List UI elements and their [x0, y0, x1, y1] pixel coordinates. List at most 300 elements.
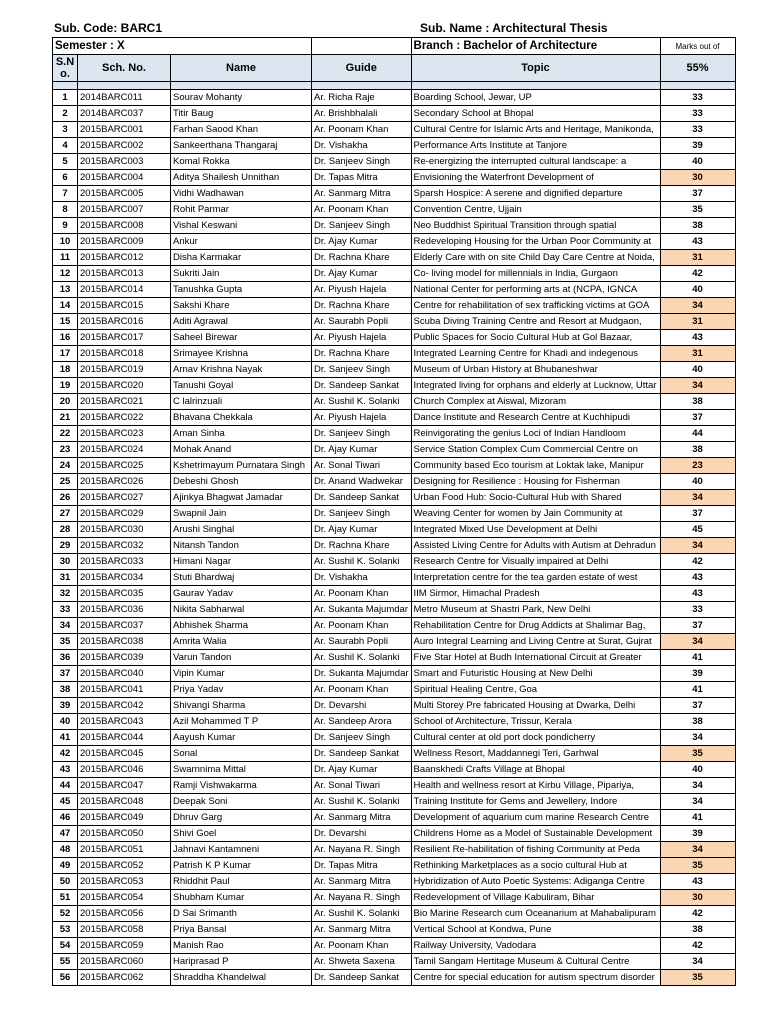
row-name: Amrita Walia: [171, 634, 312, 650]
table-row: [53, 170, 736, 186]
row-topic: Cultural center at old port dock pondicherry: [411, 730, 660, 746]
row-marks: 43: [660, 234, 735, 250]
row-marks: 34: [660, 298, 735, 314]
table-row: [53, 506, 736, 522]
row-sn: 56: [53, 970, 78, 986]
row-guide: Dr. Sanjeev Singh: [312, 154, 412, 170]
row-sn: 47: [53, 826, 78, 842]
row-name: Saheel Birewar: [171, 330, 312, 346]
row-sch-no: 2015BARC002: [78, 138, 171, 154]
row-guide: Ar. Sanmarg Mitra: [312, 810, 412, 826]
row-marks: 23: [660, 458, 735, 474]
row-sch-no: 2015BARC054: [78, 890, 171, 906]
row-guide: Dr. Tapas Mitra: [312, 170, 412, 186]
row-name: Dhruv Garg: [171, 810, 312, 826]
row-sch-no: 2015BARC009: [78, 234, 171, 250]
row-topic: Bio Marine Research cum Oceanarium at Mahabalipuram: [411, 906, 660, 922]
row-name: Aditi Agrawal: [171, 314, 312, 330]
row-topic: Neo Buddhist Spiritual Transition through spatial: [411, 218, 660, 234]
table-row: [53, 826, 736, 842]
row-name: Azil Mohammed T P: [171, 714, 312, 730]
col-marks-header: 55%: [660, 55, 735, 82]
row-topic: Redeveloping Housing for the Urban Poor Community at: [411, 234, 660, 250]
row-guide: Ar. Poonam Khan: [312, 122, 412, 138]
row-guide: Dr. Ajay Kumar: [312, 522, 412, 538]
row-marks: 30: [660, 170, 735, 186]
row-sch-no: 2015BARC026: [78, 474, 171, 490]
row-topic: Co- living model for millennials in India, Gurgaon: [411, 266, 660, 282]
row-sn: 28: [53, 522, 78, 538]
row-sn: 1: [53, 90, 78, 106]
row-name: Vipin Kumar: [171, 666, 312, 682]
table-row: [53, 266, 736, 282]
row-sch-no: 2015BARC062: [78, 970, 171, 986]
row-topic: Boarding School, Jewar, UP: [411, 90, 660, 106]
row-name: Nitansh Tandon: [171, 538, 312, 554]
row-name: Bhavana Chekkala: [171, 410, 312, 426]
row-guide: Ar. Sushil K. Solanki: [312, 650, 412, 666]
row-sn: 48: [53, 842, 78, 858]
row-topic: Re-energizing the interrupted cultural landscape: a: [411, 154, 660, 170]
row-marks: 33: [660, 106, 735, 122]
row-sn: 19: [53, 378, 78, 394]
row-topic: IIM Sirmor, Himachal Pradesh: [411, 586, 660, 602]
row-sn: 2: [53, 106, 78, 122]
table-row: [53, 570, 736, 586]
row-topic: Museum of Urban History at Bhubaneshwar: [411, 362, 660, 378]
row-sn: 16: [53, 330, 78, 346]
row-guide: Ar. Nayana R. Singh: [312, 842, 412, 858]
row-sn: 20: [53, 394, 78, 410]
row-guide: Ar. Sanmarg Mitra: [312, 922, 412, 938]
row-name: Titir Baug: [171, 106, 312, 122]
row-sn: 54: [53, 938, 78, 954]
row-topic: Training Institute for Gems and Jewellery, Indore: [411, 794, 660, 810]
row-guide: Ar. Shweta Saxena: [312, 954, 412, 970]
table-row: [53, 618, 736, 634]
row-marks: 34: [660, 954, 735, 970]
row-name: Manish Rao: [171, 938, 312, 954]
row-topic: Vertical School at Kondwa, Pune: [411, 922, 660, 938]
row-marks: 37: [660, 186, 735, 202]
row-sn: 10: [53, 234, 78, 250]
row-guide: Dr. Ajay Kumar: [312, 762, 412, 778]
table-row: [53, 522, 736, 538]
row-marks: 39: [660, 666, 735, 682]
table-row: [53, 602, 736, 618]
row-sn: 30: [53, 554, 78, 570]
row-sch-no: 2015BARC005: [78, 186, 171, 202]
row-sch-no: 2015BARC022: [78, 410, 171, 426]
row-sch-no: 2015BARC056: [78, 906, 171, 922]
table-row: [53, 410, 736, 426]
row-sch-no: 2015BARC027: [78, 490, 171, 506]
row-guide: Dr. Sandeep Sankat: [312, 490, 412, 506]
table-row: [53, 186, 736, 202]
row-sn: 46: [53, 810, 78, 826]
row-marks: 34: [660, 842, 735, 858]
row-name: Hariprasad P: [171, 954, 312, 970]
row-marks: 34: [660, 538, 735, 554]
row-name: Rohit Parmar: [171, 202, 312, 218]
row-sch-no: 2015BARC012: [78, 250, 171, 266]
row-marks: 31: [660, 314, 735, 330]
row-marks: 42: [660, 554, 735, 570]
row-topic: Designing for Resilience : Housing for Fisherman: [411, 474, 660, 490]
row-name: Sonal: [171, 746, 312, 762]
row-marks: 37: [660, 410, 735, 426]
row-marks: 34: [660, 794, 735, 810]
row-sch-no: 2015BARC017: [78, 330, 171, 346]
row-marks: 31: [660, 346, 735, 362]
row-name: Shubham Kumar: [171, 890, 312, 906]
table-row: [53, 938, 736, 954]
row-guide: Dr. Rachna Khare: [312, 346, 412, 362]
row-sch-no: 2015BARC003: [78, 154, 171, 170]
row-name: Srimayee Krishna: [171, 346, 312, 362]
row-sch-no: 2015BARC039: [78, 650, 171, 666]
row-guide: Dr. Sukanta Majumdar: [312, 666, 412, 682]
row-sch-no: 2015BARC029: [78, 506, 171, 522]
row-sn: 38: [53, 682, 78, 698]
col-guide-header: Guide: [312, 55, 412, 82]
col-name-header: Name: [171, 55, 312, 82]
row-name: Priya Yadav: [171, 682, 312, 698]
row-name: Nikita Sabharwal: [171, 602, 312, 618]
row-guide: Dr. Ajay Kumar: [312, 266, 412, 282]
row-marks: 40: [660, 282, 735, 298]
row-name: Sukriti Jain: [171, 266, 312, 282]
table-row: [53, 874, 736, 890]
row-sn: 55: [53, 954, 78, 970]
row-marks: 42: [660, 906, 735, 922]
row-topic: Baanskhedi Crafts Village at Bhopal: [411, 762, 660, 778]
row-sn: 5: [53, 154, 78, 170]
row-guide: Ar. Sushil K. Solanki: [312, 394, 412, 410]
row-guide: Ar. Sushil K. Solanki: [312, 554, 412, 570]
row-sn: 32: [53, 586, 78, 602]
row-sn: 40: [53, 714, 78, 730]
row-guide: Ar. Piyush Hajela: [312, 282, 412, 298]
row-sch-no: 2015BARC059: [78, 938, 171, 954]
row-sn: 14: [53, 298, 78, 314]
row-guide: Ar. Sukanta Majumdar: [312, 602, 412, 618]
row-topic: Childrens Home as a Model of Sustainable Development: [411, 826, 660, 842]
row-guide: Dr. Devarshi: [312, 826, 412, 842]
row-topic: Centre for special education for autism spectrum disorder: [411, 970, 660, 986]
row-name: Swarnnima Mittal: [171, 762, 312, 778]
row-guide: Dr. Ajay Kumar: [312, 234, 412, 250]
row-sch-no: 2015BARC053: [78, 874, 171, 890]
row-topic: Integrated Learning Centre for Khadi and indegenous: [411, 346, 660, 362]
row-marks: 44: [660, 426, 735, 442]
row-guide: Ar. Piyush Hajela: [312, 330, 412, 346]
row-sn: 13: [53, 282, 78, 298]
row-name: Abhishek Sharma: [171, 618, 312, 634]
row-name: Sakshi Khare: [171, 298, 312, 314]
row-marks: 37: [660, 698, 735, 714]
table-row: [53, 650, 736, 666]
row-topic: Integrated Mixed Use Development at Delhi: [411, 522, 660, 538]
row-marks: 35: [660, 746, 735, 762]
row-name: Ramji Vishwakarma: [171, 778, 312, 794]
branch-label: Branch : Bachelor of Architecture: [411, 38, 660, 55]
row-sch-no: 2015BARC051: [78, 842, 171, 858]
row-guide: Dr. Rachna Khare: [312, 538, 412, 554]
row-sch-no: 2015BARC049: [78, 810, 171, 826]
row-marks: 38: [660, 394, 735, 410]
row-guide: Ar. Poonam Khan: [312, 682, 412, 698]
row-topic: Centre for rehabilitation of sex trafficking victims at GOA: [411, 298, 660, 314]
row-marks: 38: [660, 714, 735, 730]
row-name: Deepak Soni: [171, 794, 312, 810]
row-guide: Dr. Sanjeev Singh: [312, 218, 412, 234]
marks-table: [52, 37, 736, 986]
table-row: [53, 314, 736, 330]
row-sch-no: 2015BARC001: [78, 122, 171, 138]
table-row: [53, 330, 736, 346]
row-sn: 37: [53, 666, 78, 682]
table-row: [53, 346, 736, 362]
row-topic: Interpretation centre for the tea garden estate of west: [411, 570, 660, 586]
row-name: Ajinkya Bhagwat Jamadar: [171, 490, 312, 506]
table-row: [53, 554, 736, 570]
row-sn: 23: [53, 442, 78, 458]
row-sn: 18: [53, 362, 78, 378]
row-marks: 41: [660, 810, 735, 826]
row-sch-no: 2015BARC019: [78, 362, 171, 378]
row-guide: Ar. Poonam Khan: [312, 202, 412, 218]
row-marks: 41: [660, 650, 735, 666]
row-sn: 11: [53, 250, 78, 266]
row-sch-no: 2015BARC033: [78, 554, 171, 570]
row-name: Aayush Kumar: [171, 730, 312, 746]
row-guide: Dr. Rachna Khare: [312, 298, 412, 314]
row-sn: 41: [53, 730, 78, 746]
row-marks: 43: [660, 570, 735, 586]
row-marks: 35: [660, 970, 735, 986]
row-sn: 44: [53, 778, 78, 794]
row-sn: 31: [53, 570, 78, 586]
row-topic: Five Star Hotel at Budh International Circuit at Greater: [411, 650, 660, 666]
row-sch-no: 2015BARC016: [78, 314, 171, 330]
row-guide: Dr. Rachna Khare: [312, 250, 412, 266]
row-sch-no: 2015BARC023: [78, 426, 171, 442]
row-sch-no: 2015BARC036: [78, 602, 171, 618]
row-sn: 43: [53, 762, 78, 778]
table-row: [53, 362, 736, 378]
row-topic: Cultural Centre for Islamic Arts and Heritage, Manikonda,: [411, 122, 660, 138]
row-topic: Hybridization of Auto Poetic Systems: Adiganga Centre: [411, 874, 660, 890]
row-sn: 27: [53, 506, 78, 522]
row-sn: 21: [53, 410, 78, 426]
row-marks: 38: [660, 442, 735, 458]
row-sn: 35: [53, 634, 78, 650]
table-row: [53, 970, 736, 986]
row-guide: Ar. Nayana R. Singh: [312, 890, 412, 906]
row-guide: Dr. Ajay Kumar: [312, 442, 412, 458]
row-topic: Research Centre for Visually impaired at Delhi: [411, 554, 660, 570]
row-guide: Dr. Devarshi: [312, 698, 412, 714]
row-topic: Resilient Re-habilitation of fishing Community at Peda: [411, 842, 660, 858]
row-name: Disha Karmakar: [171, 250, 312, 266]
row-marks: 43: [660, 874, 735, 890]
row-sn: 22: [53, 426, 78, 442]
table-row: [53, 698, 736, 714]
row-name: Debeshi Ghosh: [171, 474, 312, 490]
row-guide: Ar. Sonal Tiwari: [312, 778, 412, 794]
row-marks: 40: [660, 154, 735, 170]
row-sn: 29: [53, 538, 78, 554]
row-guide: Dr. Sandeep Sankat: [312, 746, 412, 762]
semester-row: [53, 38, 736, 55]
row-topic: Rehabilitation Centre for Drug Addicts at Shalimar Bag,: [411, 618, 660, 634]
row-sch-no: 2015BARC030: [78, 522, 171, 538]
row-topic: National Center for performing arts at (NCPA, IGNCA: [411, 282, 660, 298]
row-guide: Dr. Sanjeev Singh: [312, 362, 412, 378]
row-marks: 40: [660, 762, 735, 778]
table-row: [53, 890, 736, 906]
row-marks: 37: [660, 506, 735, 522]
row-sch-no: 2015BARC020: [78, 378, 171, 394]
row-topic: Redevelopment of Village Kabuliram, Bihar: [411, 890, 660, 906]
row-topic: Multi Storey Pre fabricated Housing at Dwarka, Delhi: [411, 698, 660, 714]
table-row: [53, 298, 736, 314]
row-marks: 43: [660, 330, 735, 346]
row-name: Aditya Shailesh Unnithan: [171, 170, 312, 186]
row-topic: Development of aquarium cum marine Research Centre: [411, 810, 660, 826]
row-sch-no: 2015BARC050: [78, 826, 171, 842]
row-topic: Rethinking Marketplaces as a socio cultural Hub at: [411, 858, 660, 874]
table-row: [53, 426, 736, 442]
row-topic: Elderly Care with on site Child Day Care Centre at Noida,: [411, 250, 660, 266]
row-sn: 33: [53, 602, 78, 618]
row-topic: Urban Food Hub: Socio-Cultural Hub with Shared: [411, 490, 660, 506]
row-name: Kshetrimayum Purnatara Singh: [171, 458, 312, 474]
row-guide: Dr. Vishakha: [312, 570, 412, 586]
row-sch-no: 2015BARC035: [78, 586, 171, 602]
row-sch-no: 2015BARC007: [78, 202, 171, 218]
row-topic: Railway University, Vadodara: [411, 938, 660, 954]
row-sch-no: 2015BARC034: [78, 570, 171, 586]
table-row: [53, 954, 736, 970]
row-topic: Performance Arts Institute at Tanjore: [411, 138, 660, 154]
row-guide: Dr. Sanjeev Singh: [312, 730, 412, 746]
row-marks: 42: [660, 266, 735, 282]
row-sn: 50: [53, 874, 78, 890]
row-marks: 31: [660, 250, 735, 266]
row-marks: 33: [660, 90, 735, 106]
table-row: [53, 666, 736, 682]
row-sn: 7: [53, 186, 78, 202]
table-row: [53, 922, 736, 938]
row-name: Arushi Singhal: [171, 522, 312, 538]
row-topic: Reinvigorating the genius Loci of Indian Handloom: [411, 426, 660, 442]
semester-spacer: [312, 38, 412, 55]
table-row: [53, 842, 736, 858]
row-sch-no: 2015BARC043: [78, 714, 171, 730]
row-topic: Service Station Complex Cum Commercial Centre on: [411, 442, 660, 458]
row-sn: 25: [53, 474, 78, 490]
row-sn: 34: [53, 618, 78, 634]
row-guide: Ar. Poonam Khan: [312, 586, 412, 602]
table-row: [53, 634, 736, 650]
table-row: [53, 202, 736, 218]
row-name: Priya Bansal: [171, 922, 312, 938]
row-name: Himani Nagar: [171, 554, 312, 570]
row-name: Jahnavi Kantamneni: [171, 842, 312, 858]
table-row: [53, 122, 736, 138]
table-row: [53, 490, 736, 506]
row-guide: Ar. Saurabh Popli: [312, 634, 412, 650]
row-topic: Public Spaces for Socio Cultural Hub at Gol Bazaar,: [411, 330, 660, 346]
row-topic: Integrated living for orphans and elderly at Lucknow, Uttar: [411, 378, 660, 394]
row-name: C lalrinzuali: [171, 394, 312, 410]
table-row: [53, 90, 736, 106]
row-sch-no: 2015BARC040: [78, 666, 171, 682]
row-name: Tanushi Goyal: [171, 378, 312, 394]
row-sch-no: 2015BARC025: [78, 458, 171, 474]
table-row: [53, 538, 736, 554]
row-sn: 9: [53, 218, 78, 234]
table-row: [53, 474, 736, 490]
row-sn: 36: [53, 650, 78, 666]
row-sch-no: 2015BARC041: [78, 682, 171, 698]
row-sn: 15: [53, 314, 78, 330]
row-name: Shivi Goel: [171, 826, 312, 842]
row-name: Patrish K P Kumar: [171, 858, 312, 874]
row-marks: 39: [660, 138, 735, 154]
row-topic: Health and wellness resort at Kirbu Village, Pipariya,: [411, 778, 660, 794]
row-guide: Ar. Sanmarg Mitra: [312, 874, 412, 890]
row-marks: 39: [660, 826, 735, 842]
row-sch-no: 2015BARC044: [78, 730, 171, 746]
table-row: [53, 458, 736, 474]
row-sch-no: 2015BARC060: [78, 954, 171, 970]
row-guide: Ar. Poonam Khan: [312, 618, 412, 634]
row-sch-no: 2014BARC011: [78, 90, 171, 106]
row-marks: 38: [660, 922, 735, 938]
row-marks: 35: [660, 202, 735, 218]
row-guide: Ar. Sushil K. Solanki: [312, 906, 412, 922]
row-guide: Dr. Sanjeev Singh: [312, 426, 412, 442]
row-name: Sourav Mohanty: [171, 90, 312, 106]
table-row: [53, 394, 736, 410]
table-row: [53, 138, 736, 154]
row-name: Shivangi Sharma: [171, 698, 312, 714]
row-marks: 38: [660, 218, 735, 234]
row-sch-no: 2015BARC032: [78, 538, 171, 554]
table-row: [53, 858, 736, 874]
table-row: [53, 682, 736, 698]
row-sn: 8: [53, 202, 78, 218]
row-guide: Ar. Sushil K. Solanki: [312, 794, 412, 810]
row-sch-no: 2015BARC021: [78, 394, 171, 410]
row-name: D Sai Srimanth: [171, 906, 312, 922]
row-marks: 42: [660, 938, 735, 954]
row-sch-no: 2015BARC037: [78, 618, 171, 634]
row-topic: Spiritual Healing Centre, Goa: [411, 682, 660, 698]
table-row: [53, 154, 736, 170]
row-guide: Ar. Piyush Hajela: [312, 410, 412, 426]
row-marks: 40: [660, 474, 735, 490]
row-name: Varun Tandon: [171, 650, 312, 666]
row-sch-no: 2015BARC038: [78, 634, 171, 650]
row-sch-no: 2014BARC037: [78, 106, 171, 122]
row-guide: Dr. Vishakha: [312, 138, 412, 154]
table-row: [53, 746, 736, 762]
row-sch-no: 2015BARC013: [78, 266, 171, 282]
